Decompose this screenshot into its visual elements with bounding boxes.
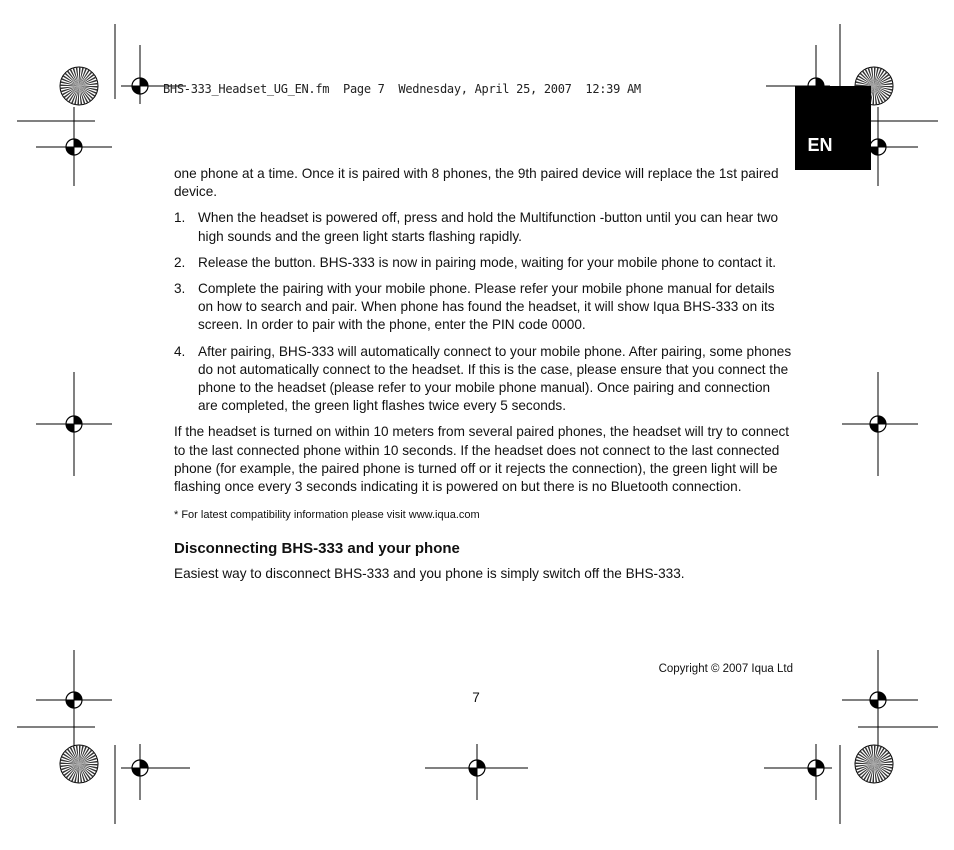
target-quadrant <box>878 416 886 424</box>
step-text: When the headset is powered off, press and hold the Multifunction -button until you can hear two high sounds and the green light starts flashing rapidly. <box>198 210 779 244</box>
target-quadrant <box>870 147 878 155</box>
print-file-header: BHS-333_Headset_UG_EN.fm Page 7 Wednesday, April 25, 2007 12:39 AM <box>163 82 641 96</box>
step-text: Release the button. BHS-333 is now in pairing mode, waiting for your mobile phone to contact it. <box>198 254 777 270</box>
step-text: After pairing, BHS-333 will automatically connect to your mobile phone. After pairing, some phones do not automatically connect to the headset. If this is the case, please ensure that you connect the phone to the headset (please refer to your mobile phone manual). Once pairing and connection are completed, the green light flashes twice every 5 seconds. <box>198 343 792 414</box>
target-quadrant <box>74 139 82 147</box>
step-number: 1. <box>174 210 186 226</box>
list-item <box>174 343 792 416</box>
section-body: Easiest way to disconnect BHS-333 and you phone is simply switch off the BHS-333. <box>174 565 685 581</box>
target-quadrant <box>132 768 140 776</box>
step-number: 4. <box>174 343 186 359</box>
compatibility-footnote: * For latest compatibility information please visit www.iqua.com <box>174 509 480 522</box>
step-text: Complete the pairing with your mobile phone. Please refer your mobile phone manual for details on how to search and pair. When phone has found the headset, it will show Iqua BHS-333 on its screen. In order to pair with the phone, enter the PIN code 0000. <box>198 281 775 333</box>
target-quadrant <box>140 78 148 86</box>
target-quadrant <box>816 760 824 768</box>
language-tab-label: EN <box>807 134 833 155</box>
target-quadrant <box>477 760 485 768</box>
target-quadrant <box>66 700 74 708</box>
target-quadrant <box>878 139 886 147</box>
target-quadrant <box>74 692 82 700</box>
target-quadrant <box>132 86 140 94</box>
target-quadrant <box>140 760 148 768</box>
target-quadrant <box>66 147 74 155</box>
target-quadrant <box>816 78 824 86</box>
list-item <box>174 254 792 272</box>
language-tab <box>795 86 871 170</box>
section-heading: Disconnecting BHS-333 and your phone <box>174 540 460 558</box>
list-item <box>174 280 792 335</box>
target-quadrant <box>469 768 477 776</box>
target-quadrant <box>878 692 886 700</box>
target-quadrant <box>870 700 878 708</box>
target-quadrant <box>808 768 816 776</box>
pairing-steps-list <box>174 209 792 415</box>
intro-paragraph: one phone at a time. Once it is paired with 8 phones, the 9th paired device will replace the 1st paired device. <box>174 166 779 200</box>
target-quadrant <box>66 424 74 432</box>
step-number: 3. <box>174 281 186 297</box>
auto-connect-paragraph: If the headset is turned on within 10 meters from several paired phones, the headset will try to connect to the last connected phone within 10 seconds. If the headset does not connect to the last connected phone (for example, the paired phone is turned off or it rejects the connection), the green light will be flashing once every 3 seconds indicating it is powered on but there is no Bluetooth connection. <box>174 424 790 495</box>
page-number: 7 <box>472 690 480 705</box>
copyright-notice: Copyright © 2007 Iqua Ltd <box>658 663 793 675</box>
target-quadrant <box>74 416 82 424</box>
list-item <box>174 209 792 245</box>
target-quadrant <box>870 424 878 432</box>
page-content <box>174 165 792 583</box>
step-number: 2. <box>174 254 186 270</box>
